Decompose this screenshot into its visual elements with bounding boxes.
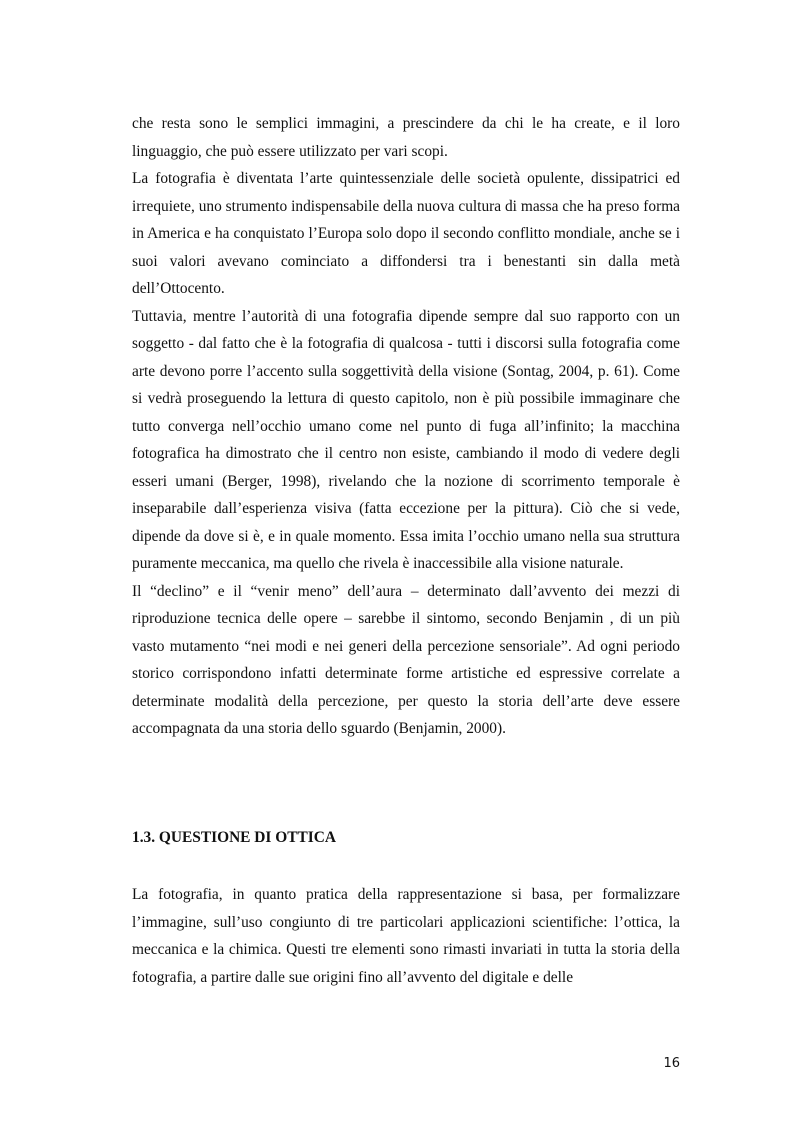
paragraph-declino-aura: Il “declino” e il “venir meno” dell’aura – determinato dall’avvento dei mezzi di riproduzione tecnica delle opere – sarebbe il sintomo, secondo Benjamin , di un più vasto mutamento “nei modi e nei generi della percezione sensoriale”. Ad ogni periodo storico corrispondono infatti determinate forme artistiche ed espressive correlate a determinate modalità della percezione, per questo la storia dell’arte deve essere accompagnata da una storia dello sguardo (Benjamin, 2000).	[132, 582, 680, 737]
paragraph-autorita-fotografia: Tuttavia, mentre l’autorità di una fotografia dipende sempre dal suo rapporto con un soggetto - dal fatto che è la fotografia di qualcosa - tutti i discorsi sulla fotografia come arte devono porre l’accento sulla soggettività della visione (Sontag, 2004, p. 61). Come si vedrà proseguendo la lettura di questo capitolo, non è più possibile immaginare che tutto converga nell’occhio umano come nel punto di fuga all’infinito; la macchina fotografica ha dimostrato che il centro non esiste, cambiando il modo di vedere degli esseri umani (Berger, 1998), rivelando che la nozione di scorrimento temporale è inseparabile dall’esperienza visiva (fatta eccezione per la pittura). Ciò che si vede, dipende da dove si è, e in quale momento. Essa imita l’occhio umano nella sua struttura puramente meccanica, ma quello che rivela è inaccessibile alla visione naturale.	[132, 307, 680, 572]
body-text-upper	[132, 110, 680, 743]
section-heading: 1.3. QUESTIONE DI OTTICA	[132, 829, 336, 846]
paragraph-ottica-meccanica-chimica: La fotografia, in quanto pratica della rappresentazione si basa, per formalizzare l’immagine, sull’uso congiunto di tre particolari applicazioni scientifiche: l’ottica, la meccanica e la chimica. Questi tre elementi sono rimasti invariati in tutta la storia della fotografia, a partire dalle sue origini fino all’avvento del digitale e delle	[132, 886, 680, 986]
body-text-lower	[132, 881, 680, 991]
paragraph-continuation: che resta sono le semplici immagini, a prescindere da chi le ha create, e il loro linguaggio, che può essere utilizzato per vari scopi.	[132, 115, 680, 160]
paragraph-fotografia-arte: La fotografia è diventata l’arte quintessenziale delle società opulente, dissipatrici ed irrequiete, uno strumento indispensabile della nuova cultura di massa che ha preso forma in America e ha conquistato l’Europa solo dopo il secondo conflitto mondiale, anche se i suoi valori avevano cominciato a diffondersi tra i benestanti sin dalla metà dell’Ottocento.	[132, 170, 680, 297]
page-number: 16	[663, 1056, 680, 1071]
